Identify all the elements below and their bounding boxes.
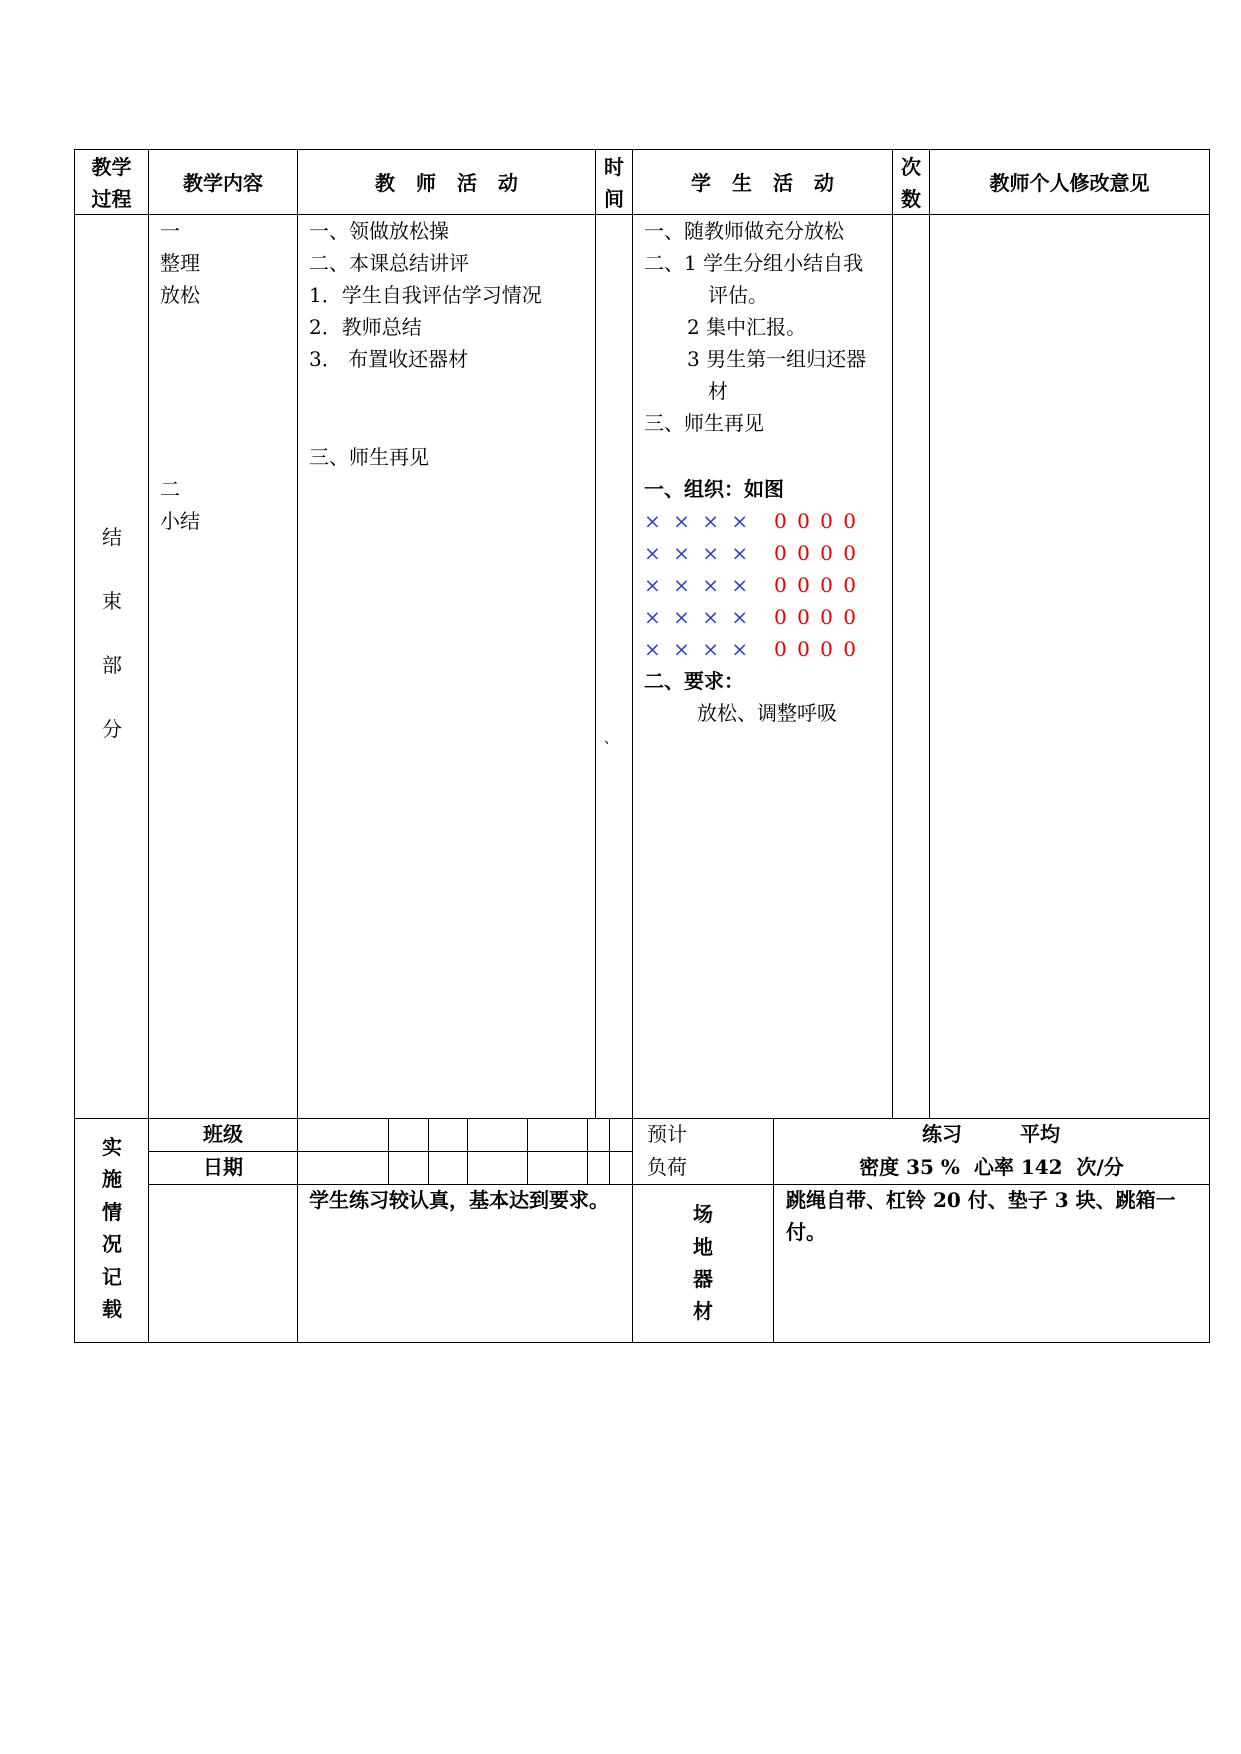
density-heart-rate: 密度 35 % 心率 142 次/分 [859, 1155, 1124, 1179]
organization-title: 一、组织：如图 [644, 477, 784, 501]
stage-char-2: 束 [102, 589, 122, 613]
formation-row-5-circles: 0 0 0 0 [774, 637, 858, 661]
formation-row-2-crosses: × × × × [644, 541, 749, 565]
header-teacher-activity: 教 师 活 动 [375, 171, 518, 195]
content-item1-line2: 放松 [160, 283, 200, 307]
student-line-1: 一、随教师做充分放松 [644, 219, 844, 243]
load-label: 负荷 [647, 1155, 687, 1179]
student-line-3: 评估。 [708, 283, 768, 307]
content-item1-line1: 整理 [160, 251, 200, 275]
teacher-line-2: 二、本课总结讲评 [309, 251, 469, 275]
record-label-char-6: 载 [102, 1297, 122, 1321]
equipment-line-1: 跳绳自带、杠铃 20 付、垫子 3 块、跳箱一 [786, 1188, 1176, 1212]
header-time-line1: 时 [604, 155, 624, 179]
implementation-note: 学生练习较认真，基本达到要求。 [309, 1188, 609, 1212]
date-label: 日期 [203, 1155, 243, 1179]
content-item2-number: 二 [160, 477, 180, 501]
student-line-7: 三、师生再见 [644, 411, 764, 435]
formation-row-1-circles: 0 0 0 0 [774, 509, 858, 533]
teacher-line-4: 2．教师总结 [309, 315, 422, 339]
equipment-line-2: 付。 [786, 1220, 826, 1244]
header-teacher-opinion: 教师个人修改意见 [989, 171, 1150, 195]
student-line-5: 3 男生第一组归还器 [687, 347, 867, 371]
formation-row-2-circles: 0 0 0 0 [774, 541, 858, 565]
record-label-char-2: 施 [102, 1167, 122, 1191]
formation-row-3-crosses: × × × × [644, 573, 749, 597]
teacher-line-3: 1．学生自我评估学习情况 [309, 283, 542, 307]
formation-row-4-circles: 0 0 0 0 [774, 605, 858, 629]
student-line-6: 材 [708, 379, 728, 403]
time-mark: 、 [604, 731, 618, 747]
teacher-line-5: 3． 布置收还器材 [309, 347, 469, 371]
record-label-char-1: 实 [102, 1135, 122, 1159]
formation-row-3-circles: 0 0 0 0 [774, 573, 858, 597]
teacher-line-1: 一、领做放松操 [309, 219, 449, 243]
stage-char-3: 部 [102, 653, 122, 677]
content-item2-line1: 小结 [160, 509, 200, 533]
content-item1-number: 一 [160, 219, 180, 243]
student-line-4: 2 集中汇报。 [687, 315, 807, 339]
header-time-line2: 间 [604, 187, 624, 211]
requirement-title: 二、要求： [644, 669, 744, 693]
header-content: 教学内容 [183, 171, 263, 195]
header-process-line2: 过程 [91, 187, 132, 211]
requirement-text: 放松、调整呼吸 [697, 701, 837, 725]
formation-row-5-crosses: × × × × [644, 637, 749, 661]
header-student-activity: 学 生 活 动 [691, 171, 834, 195]
venue-label-char-4: 材 [693, 1299, 713, 1323]
stage-char-1: 结 [102, 525, 122, 549]
average-label: 平均 [1020, 1122, 1060, 1146]
estimate-label: 预计 [647, 1122, 687, 1146]
header-count-line1: 次 [901, 155, 921, 179]
teacher-line-6: 三、师生再见 [309, 445, 429, 469]
formation-row-1-crosses: × × × × [644, 509, 749, 533]
practice-label: 练习 [922, 1122, 962, 1146]
venue-label-char-1: 场 [693, 1202, 713, 1226]
venue-label-char-2: 地 [693, 1235, 713, 1259]
stage-char-4: 分 [102, 717, 122, 741]
header-count-line2: 数 [901, 187, 921, 211]
record-label-char-3: 情 [102, 1200, 122, 1224]
venue-label-char-3: 器 [693, 1267, 713, 1291]
record-label-char-5: 记 [102, 1265, 122, 1289]
class-label: 班级 [203, 1122, 243, 1146]
formation-row-4-crosses: × × × × [644, 605, 749, 629]
header-process-line1: 教学 [91, 155, 132, 179]
student-line-2: 二、1 学生分组小结自我 [644, 251, 864, 275]
record-label-char-4: 况 [102, 1232, 122, 1256]
